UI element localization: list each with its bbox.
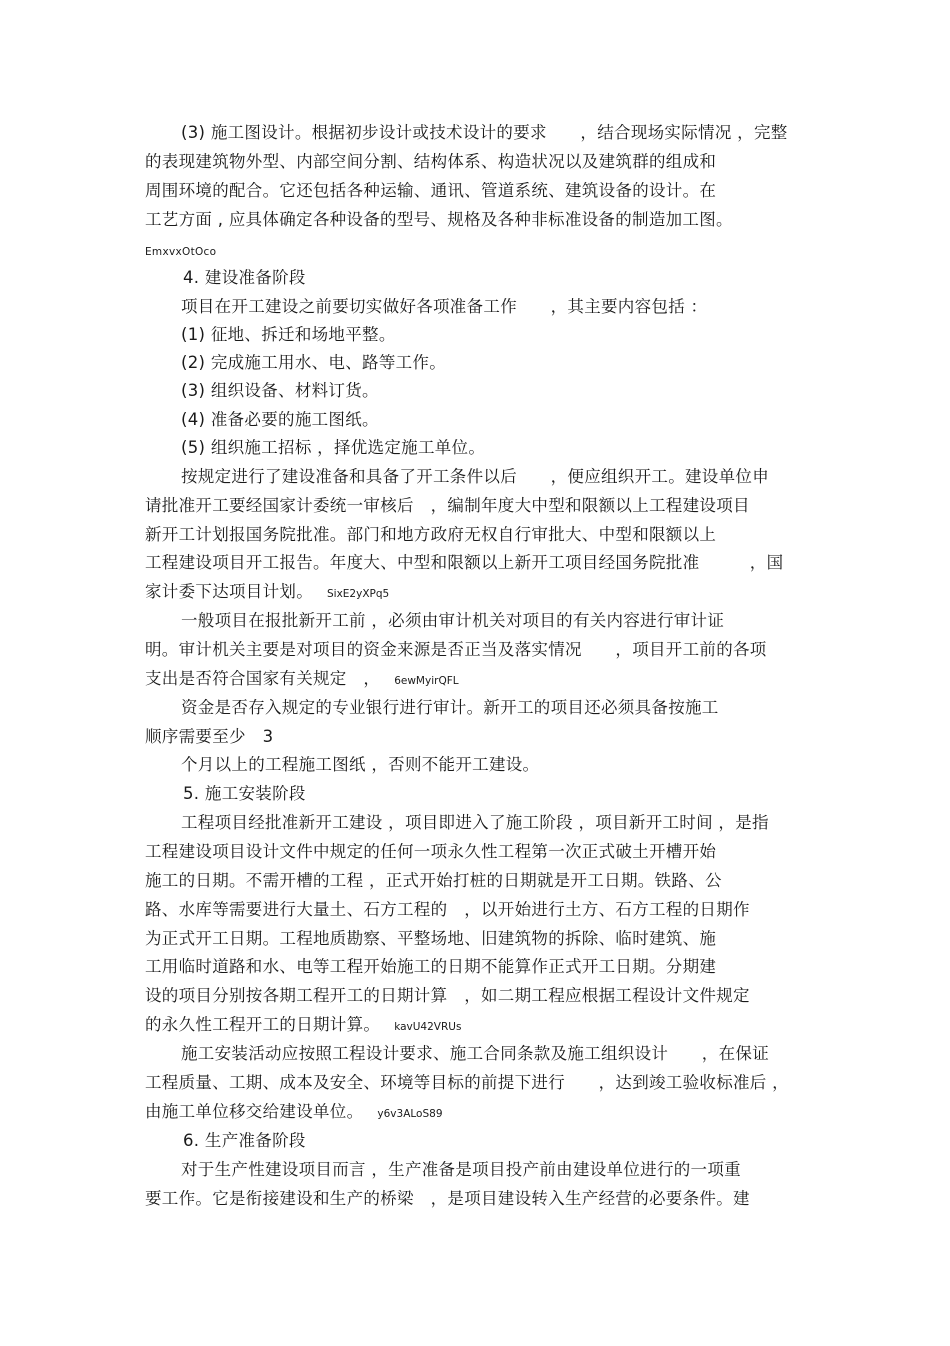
reference-code: SixE2yXPq5 [327, 588, 390, 600]
list-item: (3) 组织设备、材料订货。 [181, 381, 379, 400]
list-item: (5) 组织施工招标 ，择优选定施工单位。 [181, 438, 486, 457]
paragraph-line: 资金是否存入规定的专业银行进行审计。新开工的项目还必须具备按施工 [181, 698, 719, 717]
paragraph-line: 施工安装活动应按照工程设计要求、施工合同条款及施工组织设计 ，在保证 [181, 1044, 769, 1063]
paragraph-text: 支出是否符合国家有关规定 ， [145, 669, 381, 688]
paragraph-text: 由施工单位移交给建设单位。 [145, 1102, 364, 1121]
paragraph-line: 工程质量、工期、成本及安全、环境等目标的前提下进行 ，达到竣工验收标准后 ， [145, 1073, 789, 1092]
paragraph-line: 周围环境的配合。它还包括各种运输、通讯、管道系统、建筑设备的设计。在 [145, 181, 717, 200]
paragraph-line [145, 1100, 443, 1126]
list-item: (2) 完成施工用水、电、路等工作。 [181, 353, 447, 372]
paragraph-text: 的永久性工程开工的日期计算。 [145, 1015, 381, 1034]
paragraph-line: 工用临时道路和水、电等工程开始施工的日期不能算作正式开工日期。分期建 [145, 957, 717, 976]
paragraph-line: 工程建设项目设计文件中规定的任何一项永久性工程第一次正式破土开槽开始 [145, 842, 717, 861]
paragraph-line: 设的项目分别按各期工程开工的日期计算 ，如二期工程应根据工程设计文件规定 [145, 986, 750, 1005]
paragraph-line: 一般项目在报批新开工前 ，必须由审计机关对项目的有关内容进行审计证 [181, 611, 725, 630]
paragraph-line: 请批准开工要经国家计委统一审核后 ，编制年度大中型和限额以上工程建设项目 [145, 496, 750, 515]
paragraph-line: 新开工计划报国务院批准。部门和地方政府无权自行审批大、中型和限额以上 [145, 525, 717, 544]
paragraph-line: 要工作。它是衔接建设和生产的桥梁 ，是项目建设转入生产经营的必要条件。建 [145, 1189, 750, 1208]
paragraph-line: 工程建设项目开工报告。年度大、中型和限额以上新开工项目经国务院批准 ，国 [145, 553, 784, 572]
paragraph-line: 工艺方面 , 应具体确定各种设备的型号、规格及各种非标准设备的制造加工图。 [145, 210, 733, 229]
paragraph-line [145, 667, 459, 693]
reference-code: y6v3ALoS89 [377, 1108, 443, 1120]
paragraph-line: 施工的日期。不需开槽的工程 ，正式开始打桩的日期就是开工日期。铁路、公 [145, 871, 722, 890]
reference-code: 6ewMyirQFL [394, 675, 459, 687]
paragraph-line: 明。审计机关主要是对项目的资金来源是否正当及落实情况 ，项目开工前的各项 [145, 640, 767, 659]
section-heading: 6. 生产准备阶段 [183, 1131, 306, 1150]
paragraph-line: (3) 施工图设计。根据初步设计或技术设计的要求 ，结合现场实际情况 ，完整 [181, 123, 788, 142]
paragraph-line: 对于生产性建设项目而言 ，生产准备是项目投产前由建设单位进行的一项重 [181, 1160, 741, 1179]
section-heading: 5. 施工安装阶段 [183, 784, 306, 803]
list-item: (1) 征地、拆迁和场地平整。 [181, 325, 396, 344]
paragraph-line: 按规定进行了建设准备和具备了开工条件以后 ，便应组织开工。建设单位申 [181, 467, 769, 486]
reference-code: kavU42VRUs [394, 1021, 462, 1033]
paragraph-line: 项目在开工建设之前要切实做好各项准备工作 ，其主要内容包括 ： [181, 297, 708, 316]
list-item: (4) 准备必要的施工图纸。 [181, 410, 379, 429]
paragraph-line [145, 580, 389, 606]
paragraph-line: 个月以上的工程施工图纸 ，否则不能开工建设。 [181, 755, 540, 774]
paragraph-line: 顺序需要至少 3 [145, 727, 274, 746]
paragraph-line: 的表现建筑物外型、内部空间分割、结构体系、构造状况以及建筑群的组成和 [145, 152, 717, 171]
paragraph-line: 路、水库等需要进行大量土、石方工程的 ，以开始进行土方、石方工程的日期作 [145, 900, 750, 919]
section-heading: 4. 建设准备阶段 [183, 268, 306, 287]
reference-code: EmxvxOtOco [145, 246, 217, 258]
paragraph-line [145, 1013, 461, 1039]
paragraph-line: 工程项目经批准新开工建设 ，项目即进入了施工阶段 ，项目新开工时间 ，是指 [181, 813, 769, 832]
paragraph-text: 家计委下达项目计划。 [145, 582, 313, 601]
paragraph-line: 为正式开工日期。工程地质勘察、平整场地、旧建筑物的拆除、临时建筑、施 [145, 929, 717, 948]
